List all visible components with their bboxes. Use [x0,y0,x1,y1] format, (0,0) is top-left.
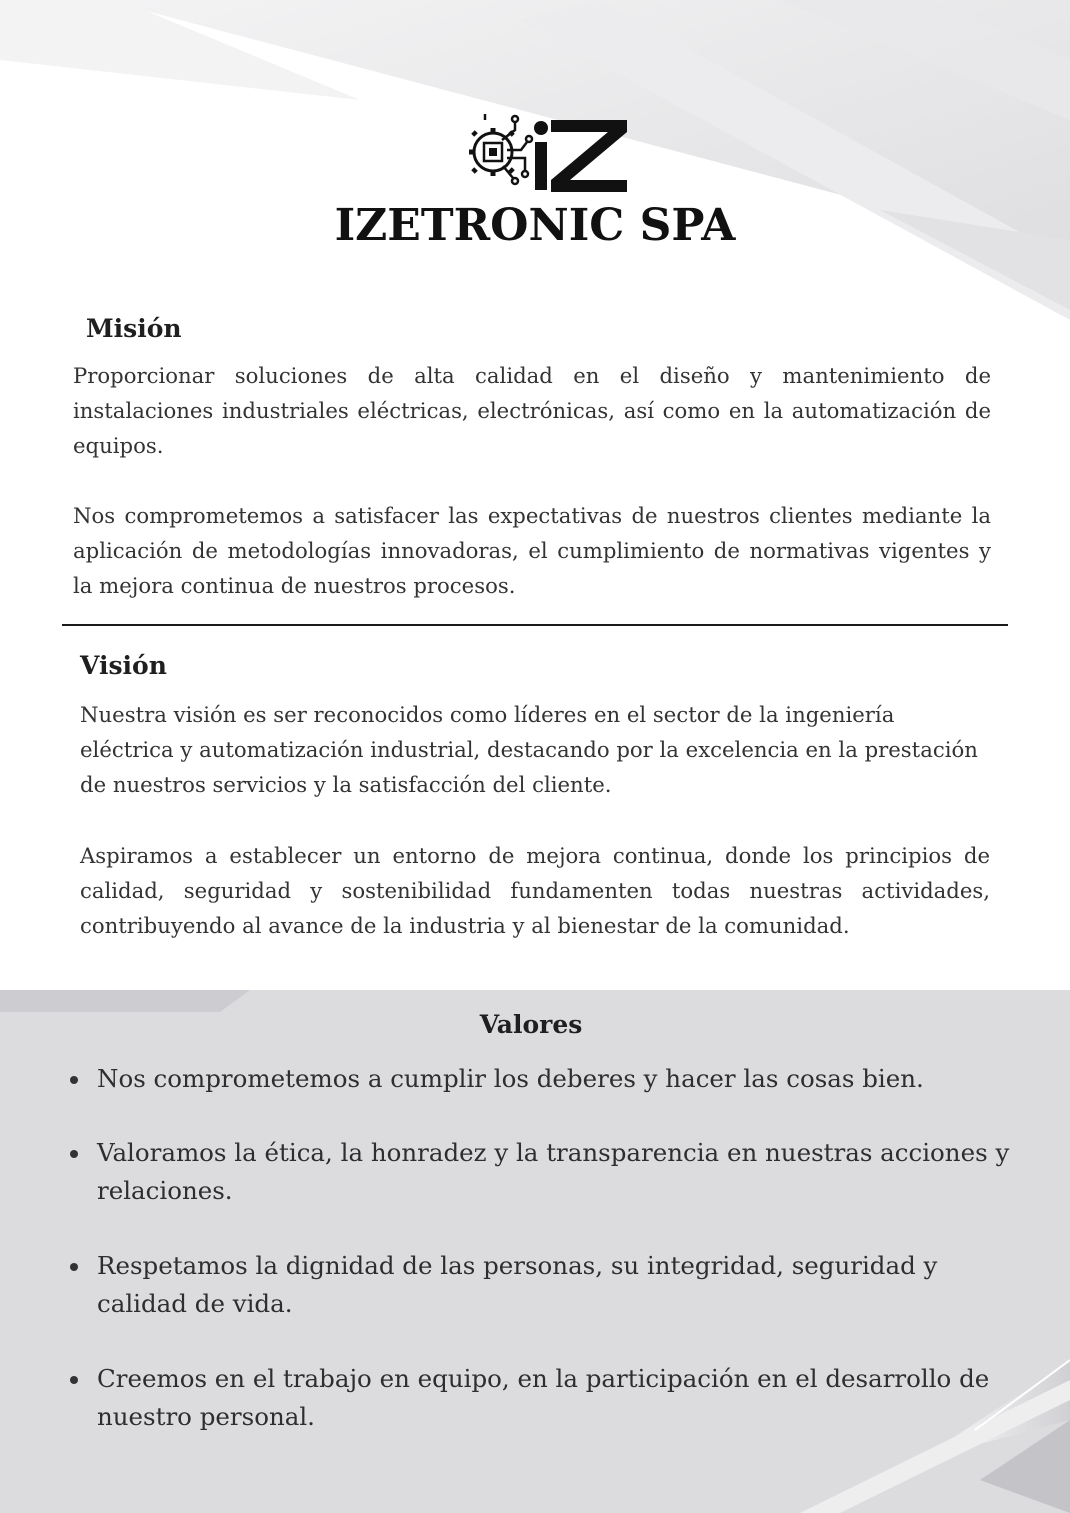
mision-title: Misión [86,314,182,343]
valor-text: Nos comprometemos a cumplir los deberes y hacer las cosas bien. [97,1064,924,1093]
valor-item [66,1060,1016,1098]
bullet-icon [70,1376,78,1384]
valor-item [66,1134,1016,1210]
valores-list [66,1060,1016,1436]
valores-title: Valores [479,1010,583,1039]
bullet-icon [70,1076,78,1084]
company-logo [455,112,630,196]
bullet-icon [70,1263,78,1271]
vision-paragraph-2: Aspiramos a establecer un entorno de mejora continua, donde los principios de calidad, seguridad y sostenibilidad fundamenten todas nuestras actividades, contribuyendo al avance de la industria y al bienestar de la comunidad. [80,843,990,938]
vision-title: Visión [80,651,167,680]
mision-paragraph-1: Proporcionar soluciones de alta calidad en el diseño y mantenimiento de instalaciones industriales eléctricas, electrónicas, así como en la automatización de equipos. [73,363,991,458]
mision-paragraph-2: Nos comprometemos a satisfacer las expectativas de nuestros clientes mediante la aplicación de metodologías innovadoras, el cumplimiento de normativas vigentes y la mejora continua de nuestros procesos. [73,503,991,598]
valor-item [66,1247,1016,1323]
valor-text: Valoramos la ética, la honradez y la transparencia en nuestras acciones y relaciones. [97,1138,1010,1205]
bullet-icon [70,1150,78,1158]
valor-item [66,1360,1016,1436]
vision-paragraph-1: Nuestra visión es ser reconocidos como líderes en el sector de la ingeniería eléctrica y automatización industrial, destacando por la excelencia en la prestación de nuestros servicios y la satisfacción del cliente. [80,702,978,797]
company-name: IZETRONIC SPA [334,200,736,251]
valor-text: Respetamos la dignidad de las personas, su integridad, seguridad y calidad de vida. [97,1251,938,1318]
valor-text: Creemos en el trabajo en equipo, en la participación en el desarrollo de nuestro personal. [97,1364,990,1431]
section-divider [62,624,1008,626]
